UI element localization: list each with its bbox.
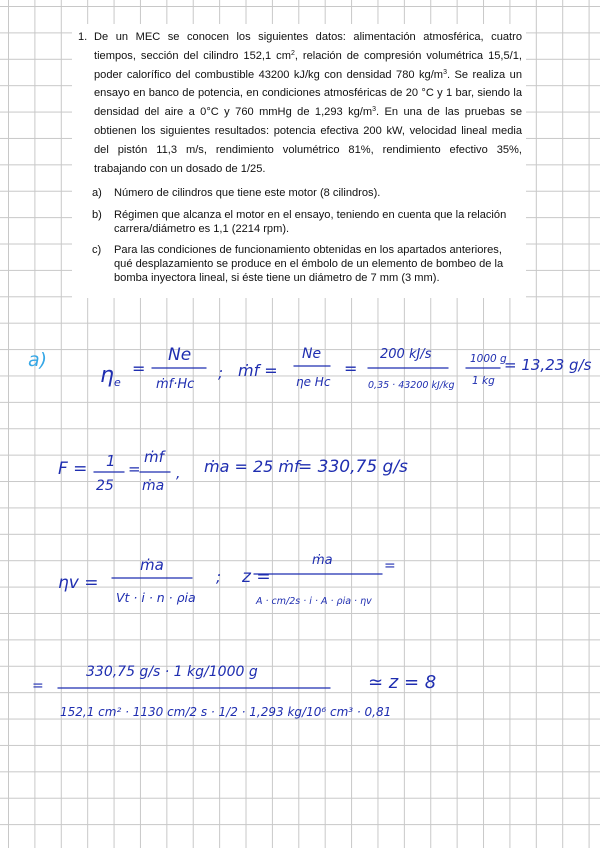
svg-text:ṁf: ṁf [144,448,164,466]
svg-text:ηv =: ηv = [58,573,99,593]
svg-text:330,75 g/s · 1 kg/1000 g: 330,75 g/s · 1 kg/1000 g [86,664,258,680]
svg-text:25: 25 [96,478,114,494]
svg-text:=: = [384,558,396,574]
eta-subscript: e [114,376,121,389]
svg-text:=: = [32,678,44,694]
svg-text:=: = [128,460,141,478]
svg-text:ṁf =: ṁf = [238,361,278,380]
svg-text:ṁa: ṁa [140,556,164,574]
fraction-den: ṁf·Hc [156,377,195,392]
question-c: c) Para las condiciones de funcionamiento obtenidas en los apartados anteriores, qué desplazamiento se produce en el émbolo de un elemento de bombeo de la bomba inyectora lineal, si éste tiene un diámetro de 7 mm (3 mm). [92,243,504,285]
svg-text:A · cm/2s · i · A · ρia · ηv: A · cm/2s · i · A · ρia · ηv [256,596,372,607]
problem-text: De un MEC se conocen los siguientes datos: alimentación atmosférica, cuatro tiempos, sección del cilindro 152,1 $cm^2$, relación de compresión volumétrica 15,5/1, poder calorífico del combustible 43200 kJ/kg con densidad 780 $kg/m^3$. Se realiza un ensayo en banco de potencia, en condiciones atmosféricas de 20 °C y 1 bar, siendo la densidad del aire a 0°C y 760 mmHg de 1,293 $kg/m^3$. En una de las pruebas se obtienen los siguientes resultados: potencia efectiva 200 kW, velocidad lineal media del pistón 11,3 m/s, rendimiento volumétrico 81%, rendimiento efectivo 35%, trabajando con un dosado de 1/25. [94,31,522,175]
svg-text:;: ; [218,364,224,382]
svg-text:,: , [176,466,181,482]
svg-text:z =: z = [242,567,271,587]
svg-text:1: 1 [106,452,116,470]
svg-text:ṁa: ṁa [312,553,333,568]
svg-text:ṁa: ṁa [142,478,165,494]
svg-text:200 kJ/s: 200 kJ/s [380,347,432,362]
final-result: ≃ z = 8 [368,672,437,693]
svg-text:1 kg: 1 kg [472,375,495,387]
eta-symbol: η [100,363,114,388]
svg-text:ηe Hc: ηe Hc [296,375,331,389]
svg-text:=: = [344,359,358,378]
svg-text:0,35 · 43200 kJ/kg: 0,35 · 43200 kJ/kg [368,380,455,391]
svg-text:=: = [132,359,146,378]
question-b: b) Régimen que alcanza el motor en el ensayo, teniendo en cuenta que la relación carrera/diámetro es 1,1 (2214 rpm). [92,208,507,235]
part-a-label: a) [28,349,48,371]
result-mf: = 13,23 g/s [504,356,592,374]
svg-text:ṁa = 25 ṁf: ṁa = 25 ṁf [204,457,300,476]
problem-number: 1. [78,31,88,43]
result-ma: = 330,75 g/s [298,457,408,477]
svg-text:152,1 cm² · 1130 cm/2 s · 1/2: 152,1 cm² · 1130 cm/2 s · 1/2 · 1,293 kg/10⁶ cm³ · 0,81 [60,705,392,719]
question-a: a) Número de cilindros que tiene este motor (8 cilindros). [92,187,381,200]
svg-text:Ne: Ne [302,346,322,362]
svg-text:F =: F = [58,459,88,479]
fraction-num-Ne: Ne [168,345,192,365]
svg-text:1000 g: 1000 g [470,353,507,365]
svg-text:Vt · i · n · ρia: Vt · i · n · ρia [116,590,196,605]
svg-text:;: ; [216,568,222,586]
